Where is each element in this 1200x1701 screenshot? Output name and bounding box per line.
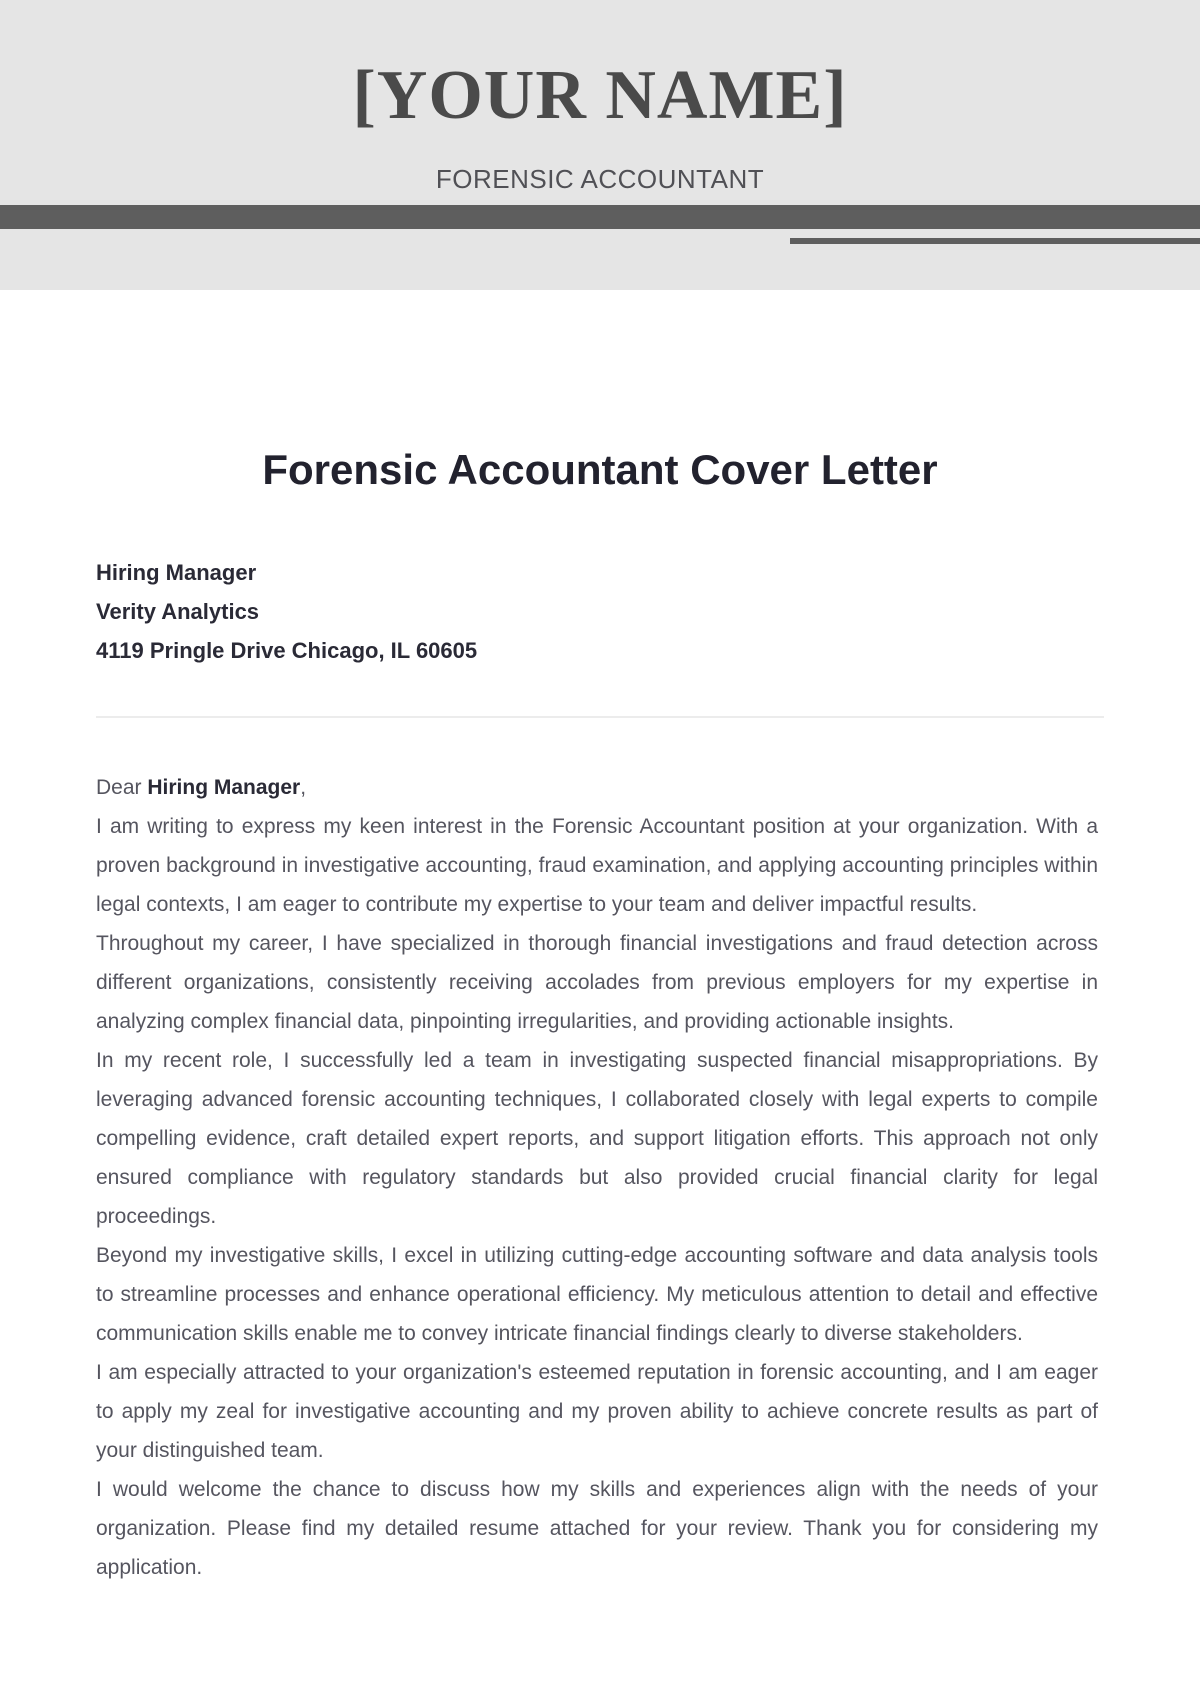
paragraph-2: Throughout my career, I have specialized in thorough financial investigations and fraud detection across different organizations, consistently receiving accolades from previous employers for my expertise in analyzing complex financial data, pinpointing irregularities, and providing actionable insights.	[96, 932, 1098, 1033]
salutation-name: Hiring Manager	[147, 776, 301, 799]
header-band	[0, 0, 1200, 290]
paragraph-1: I am writing to express my keen interest in the Forensic Accountant position at your organization. With a proven background in investigative accounting, fraud examination, and applying accounting principles within legal contexts, I am eager to contribute my expertise to your team and deliver impactful results.	[96, 815, 1098, 916]
salutation-suffix: ,	[300, 776, 307, 799]
applicant-job-title: FORENSIC ACCOUNTANT	[435, 164, 765, 194]
salutation-prefix: Dear	[96, 776, 142, 799]
header-thin-bar	[790, 238, 1200, 244]
letter-title: Forensic Accountant Cover Letter	[262, 446, 938, 493]
paragraph-5: I am especially attracted to your organization's esteemed reputation in forensic accounting, and I am eager to apply my zeal for investigative accounting and my proven ability to achieve concrete results as part of your distinguished team.	[96, 1361, 1098, 1462]
applicant-name: [YOUR NAME]	[352, 57, 848, 134]
header-thick-bar	[0, 205, 1200, 229]
paragraph-4: Beyond my investigative skills, I excel in utilizing cutting-edge accounting software and data analysis tools to streamline processes and enhance operational efficiency. My meticulous attention to detail and effective communication skills enable me to convey intricate financial findings clearly to diverse stakeholders.	[96, 1244, 1098, 1345]
paragraph-6: I would welcome the chance to discuss how my skills and experiences align with the needs of your organization. Please find my detailed resume attached for your review. Thank you for considering my application.	[96, 1478, 1098, 1579]
letter-body	[96, 768, 1098, 1587]
recipient-company: Verity Analytics	[96, 599, 260, 624]
recipient-address: 4119 Pringle Drive Chicago, IL 60605	[96, 638, 478, 663]
paragraph-3: In my recent role, I successfully led a team in investigating suspected financial misappropriations. By leveraging advanced forensic accounting techniques, I collaborated closely with legal experts to compile compelling evidence, craft detailed expert reports, and support litigation efforts. This approach not only ensured compliance with regulatory standards but also provided crucial financial clarity for legal proceedings.	[96, 1049, 1098, 1228]
recipient-block	[96, 553, 1106, 670]
salutation	[96, 768, 1098, 807]
recipient-name: Hiring Manager	[96, 560, 257, 585]
section-divider	[96, 716, 1104, 718]
